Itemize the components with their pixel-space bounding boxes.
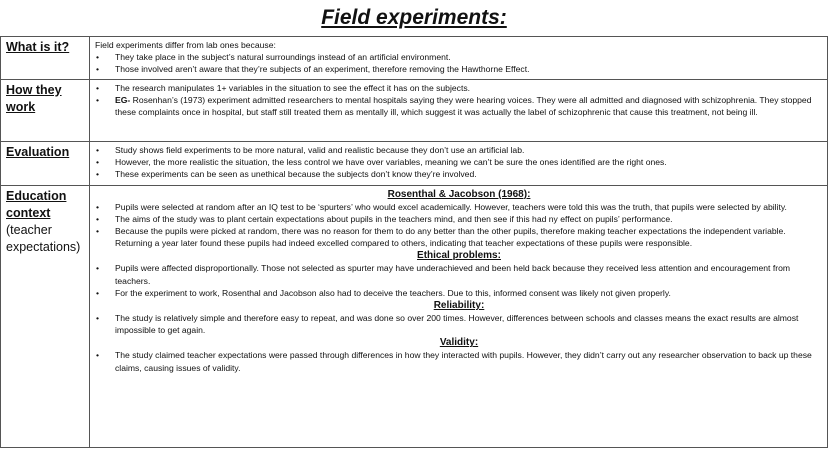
bullet-list <box>95 349 823 373</box>
notes-table <box>0 36 828 448</box>
list-item: • Those involved aren’t aware that they’re subjects of an experiment, therefore removing the Hawthorne Effect. <box>95 63 823 75</box>
list-item: • However, the more realistic the situation, the less control we have over variables, meaning we can’t be sure the ones identified are the right ones. <box>95 156 823 168</box>
list-item: • Pupils were selected at random after an IQ test to be ‘spurters’ who would excel academically. However, teachers were told this was the truth, that pupils were selected by ability. <box>95 201 823 213</box>
section-title-reliability: Reliability: <box>433 300 485 312</box>
bullet-list <box>95 144 823 181</box>
bullet-list <box>95 312 823 336</box>
bullet-list <box>95 51 823 75</box>
list-item: • The study is relatively simple and therefore easy to repeat, and was done so over 200 times. However, differences between schools and classes means the exact results are almost impossible to get again. <box>95 312 823 336</box>
example-text: Rosenhan’s (1973) experiment admitted researchers to mental hospitals saying they were hearing voices. They were all admitted and diagnosed with schizophrenia. They stopped these complaints once in hospital, but staff still treated them as mentally ill, which suggest it was actually the label of schizophrenic that cause this treatment, not being ill. <box>115 94 812 118</box>
section-title-ethics: Ethical problems: <box>417 250 501 262</box>
row-heading: How they work <box>6 82 62 114</box>
list-item: • The research manipulates 1+ variables in the situation to see the effect it has on the subjects. <box>95 82 823 94</box>
bullet-list <box>95 82 823 119</box>
bullet-list <box>95 262 823 299</box>
intro-text: Field experiments differ from lab ones because: <box>95 40 276 50</box>
table-row-education <box>1 185 828 447</box>
example-label: EG- <box>115 94 131 105</box>
list-item: • Because the pupils were picked at random, there was no reason for them to do any better than the other pupils, therefore making teacher expectations the independent variable. Returning a year later found these pupils had indeed excelled compared to others, indicating that teacher expectations of these pupils were responsible. <box>95 225 823 249</box>
row-heading-cell <box>1 141 90 185</box>
table-row-what <box>1 37 828 80</box>
page-title: Field experiments: <box>321 6 507 29</box>
list-item: • Study shows field experiments to be more natural, valid and realistic because they don’t use an artificial lab. <box>95 144 823 156</box>
row-heading-cell <box>1 79 90 141</box>
list-item <box>95 94 823 118</box>
row-content-cell <box>90 185 828 447</box>
row-content-cell <box>90 37 828 80</box>
row-heading: Education context <box>6 188 67 220</box>
list-item: • They take place in the subject’s natural surroundings instead of an artificial environment. <box>95 51 823 63</box>
row-heading-cell <box>1 37 90 80</box>
row-subheading: (teacher expectations) <box>6 222 81 254</box>
table-row-evaluation <box>1 141 828 185</box>
list-item: • These experiments can be seen as unethical because the subjects don’t know they’re involved. <box>95 168 823 180</box>
row-content-cell <box>90 79 828 141</box>
list-item: • The aims of the study was to plant certain expectations about pupils in the teachers mind, and then see if this had ny effect on pupils’ performance. <box>95 213 823 225</box>
section-title-validity: Validity: <box>439 337 479 349</box>
list-item: • The study claimed teacher expectations were passed through differences in how they interacted with pupils. However, they didn’t carry out any researcher observation to back up these claims, causing issues of validity. <box>95 349 823 373</box>
row-content-cell <box>90 141 828 185</box>
row-heading: Evaluation <box>6 144 70 159</box>
list-item: • For the experiment to work, Rosenthal and Jacobson also had to deceive the teachers. Due to this, informed consent was likely not given properly. <box>95 287 823 299</box>
row-heading-cell <box>1 185 90 447</box>
table-row-how <box>1 79 828 141</box>
row-heading: What is it? <box>6 40 70 54</box>
bullet-list <box>95 201 823 250</box>
section-title-study: Rosenthal & Jacobson (1968): <box>387 188 531 200</box>
list-item: • Pupils were affected disproportionally. Those not selected as spurter may have underachieved and been held back because they received less attention and encouragement from teachers. <box>95 262 823 286</box>
